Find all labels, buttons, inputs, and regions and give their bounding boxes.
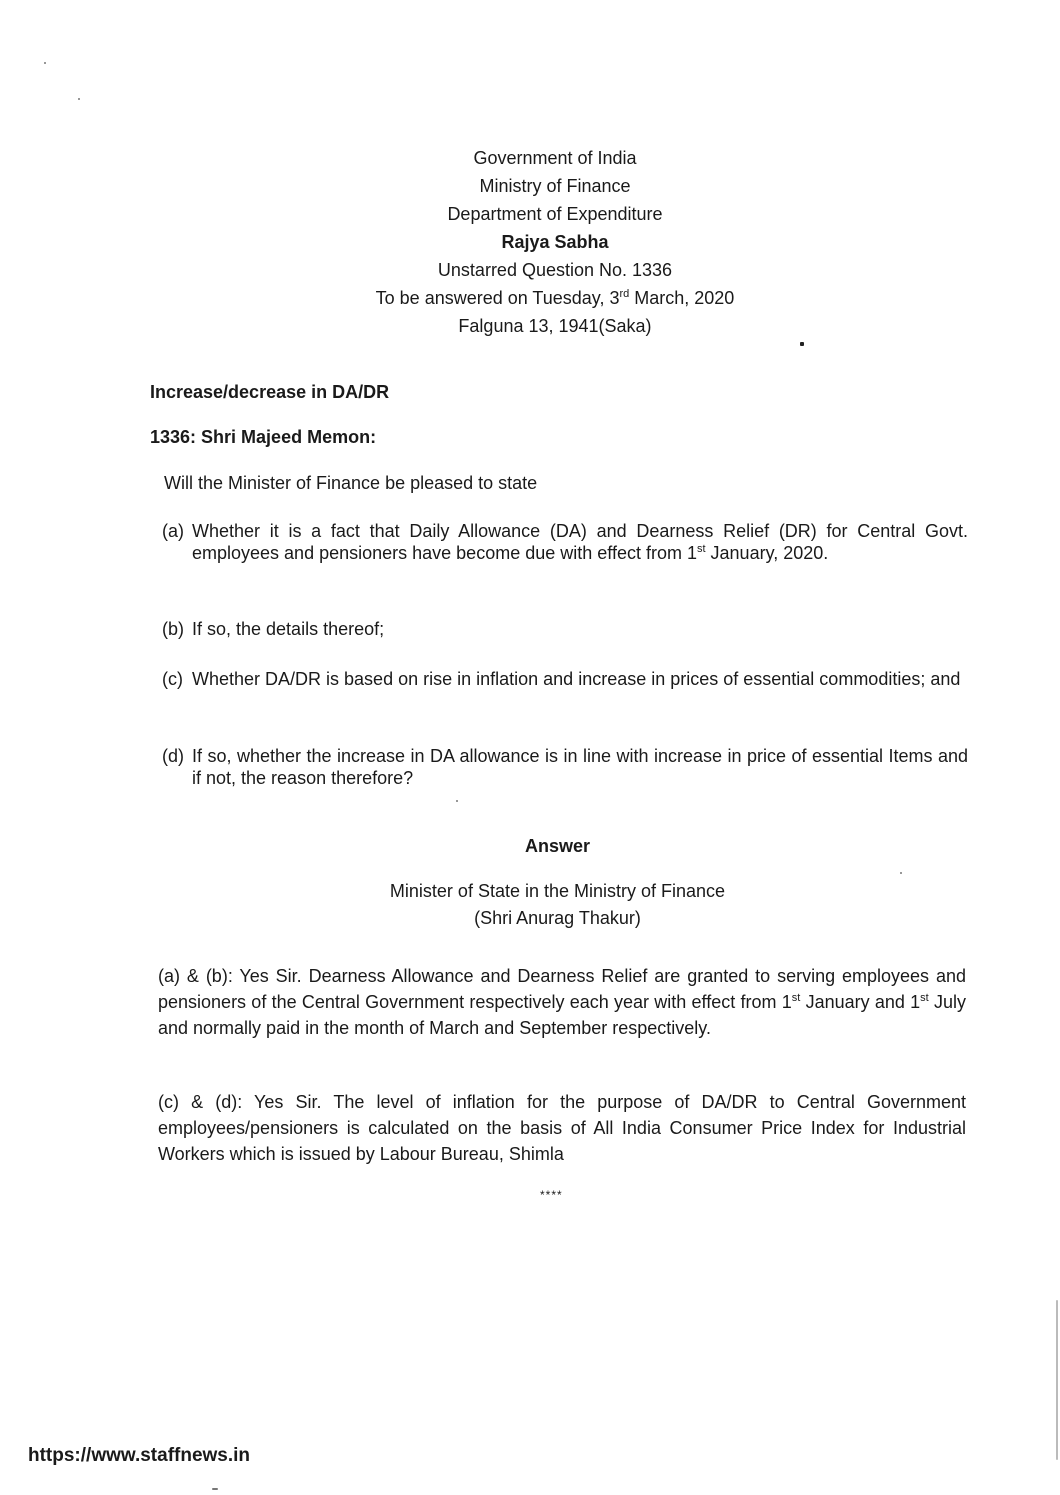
question-label: (c) bbox=[162, 669, 183, 689]
document-header bbox=[0, 144, 1060, 340]
header-government: Government of India bbox=[473, 148, 637, 168]
answer-heading: Answer bbox=[524, 836, 591, 856]
question-item bbox=[162, 520, 968, 564]
scan-edge bbox=[1056, 1300, 1058, 1460]
minister-name: (Shri Anurag Thakur) bbox=[474, 908, 641, 928]
scan-speck bbox=[44, 62, 46, 64]
header-answer-date: To be answered on Tuesday, 3rd March, 2020 bbox=[375, 288, 735, 308]
question-text: If so, whether the increase in DA allowance is in line with increase in price of essential Items and if not, the reason therefore? bbox=[192, 746, 968, 788]
header-department: Department of Expenditure bbox=[447, 204, 663, 224]
answer-ab: (a) & (b): Yes Sir. Dearness Allowance and Dearness Relief are granted to serving employees and pensioners of the Central Government respectively each year with effect from 1st January and 1st July and normally paid in the month of March and September respectively. bbox=[158, 966, 966, 1038]
header-saka-date: Falguna 13, 1941(Saka) bbox=[458, 316, 652, 336]
minister-title: Minister of State in the Ministry of Finance bbox=[389, 881, 726, 901]
question-label: (a) bbox=[162, 521, 184, 541]
header-question-type: Unstarred Question No. 1336 bbox=[437, 260, 673, 280]
question-label: (d) bbox=[162, 746, 184, 766]
answer-cd: (c) & (d): Yes Sir. The level of inflation for the purpose of DA/DR to Central Government employees/pensioners is calculated on the basis of All India Consumer Price Index for Industrial Workers which is issued by Labour Bureau, Shimla bbox=[158, 1092, 966, 1164]
footer-url[interactable]: https://www.staffnews.in bbox=[28, 1445, 251, 1466]
scan-speck bbox=[212, 1488, 218, 1490]
question-label: (b) bbox=[162, 619, 184, 639]
scan-speck bbox=[78, 98, 80, 100]
question-item bbox=[162, 618, 968, 640]
question-number: 1336: Shri Majeed Memon: bbox=[150, 427, 377, 447]
end-mark: **** bbox=[540, 1188, 563, 1202]
scan-speck bbox=[900, 872, 902, 874]
question-item bbox=[162, 745, 968, 789]
question-intro: Will the Minister of Finance be pleased to state bbox=[164, 473, 538, 493]
scan-speck bbox=[800, 342, 804, 346]
question-text: Whether it is a fact that Daily Allowance (DA) and Dearness Relief (DR) for Central Govt. employees and pensioners have become due with effect from 1st January, 2020. bbox=[192, 521, 968, 563]
header-house: Rajya Sabha bbox=[501, 232, 609, 252]
question-text: If so, the details thereof; bbox=[192, 619, 385, 639]
scan-speck bbox=[456, 800, 458, 802]
question-item bbox=[162, 668, 968, 690]
question-text: Whether DA/DR is based on rise in inflation and increase in prices of essential commodities; and bbox=[192, 669, 961, 689]
question-subject: Increase/decrease in DA/DR bbox=[150, 382, 390, 402]
header-ministry: Ministry of Finance bbox=[479, 176, 631, 196]
